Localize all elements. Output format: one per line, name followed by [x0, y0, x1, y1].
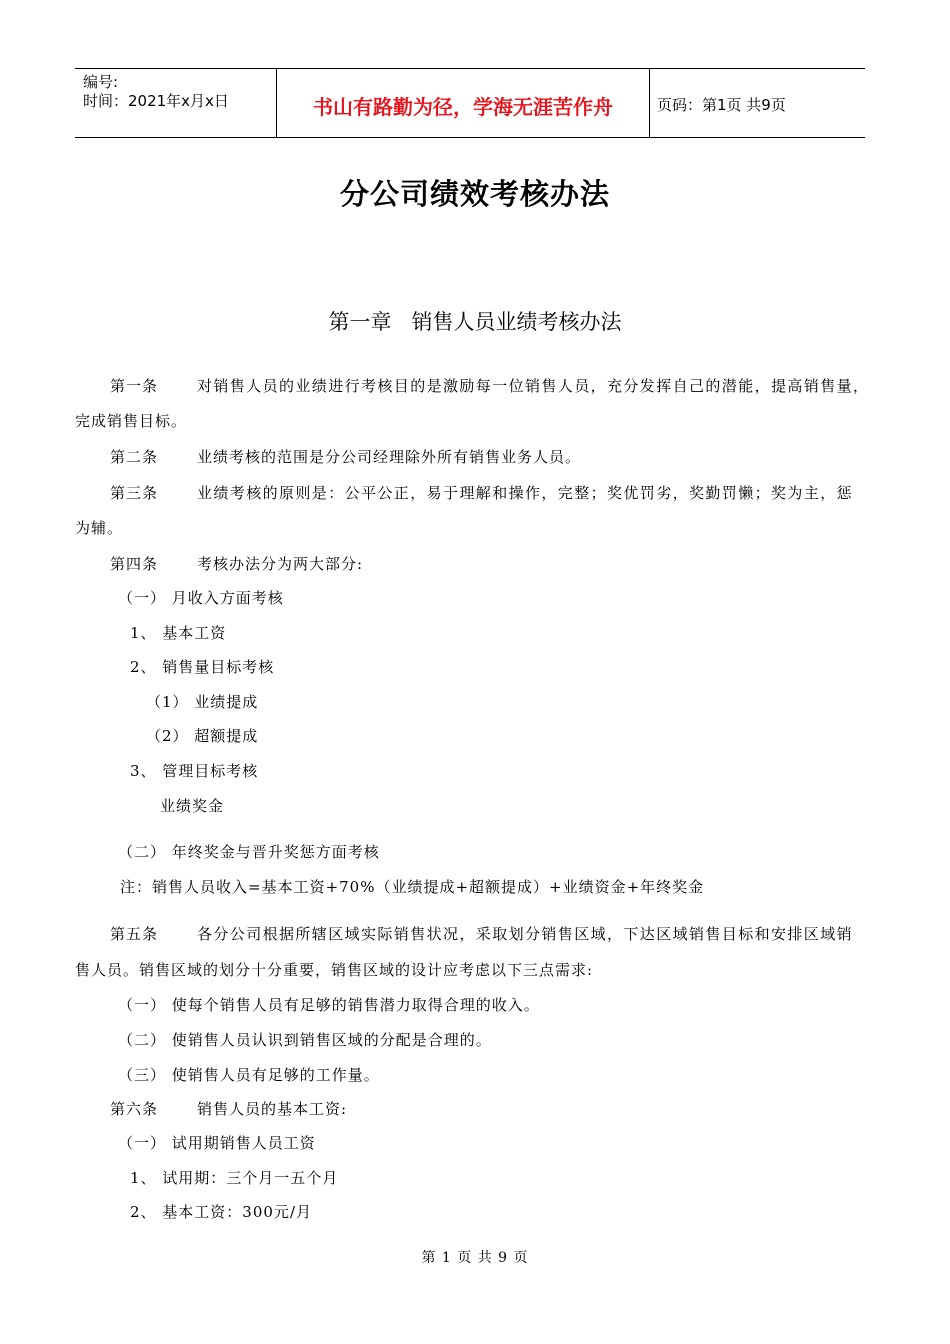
article-2-text: 业绩考核的范围是分公司经理除外所有销售业务人员。 — [197, 448, 582, 466]
header-meta-cell — [75, 69, 275, 137]
header-motto-cell — [276, 69, 650, 137]
article-4-item: （一） 月收入方面考核 — [118, 589, 284, 607]
article-3-text-line1: 业绩考核的原则是：公平公正，易于理解和操作，完整；奖优罚劣，奖勤罚懒；奖为主，惩 — [197, 484, 854, 502]
document-number-label: 编号: — [83, 73, 119, 91]
page-footer: 第 1 页 共 9 页 — [421, 1250, 529, 1266]
article-4-item: 2、 销售量目标考核 — [130, 658, 275, 676]
document-date: 时间：2021年x月x日 — [83, 92, 229, 110]
header-motto: 书山有路勤为径，学海无涯苦作舟 — [313, 95, 613, 119]
article-5-text-line2: 售人员。销售区域的划分十分重要，销售区域的设计应考虑以下三点需求: — [75, 961, 594, 979]
article-6-text: 销售人员的基本工资: — [197, 1100, 348, 1118]
article-3-text-line2: 为辅。 — [75, 519, 124, 537]
article-4-text: 考核办法分为两大部分: — [197, 555, 364, 573]
document-title: 分公司绩效考核办法 — [339, 177, 610, 211]
article-4-item: 业绩奖金 — [160, 797, 225, 815]
article-4-note: 注：销售人员收入=基本工资+70%（业绩提成+超额提成）+业绩资金+年终奖金 — [120, 878, 705, 896]
article-4-label: 第四条 — [110, 555, 159, 573]
article-4-item: （二） 年终奖金与晋升奖惩方面考核 — [118, 843, 380, 861]
article-1-label: 第一条 — [110, 377, 159, 395]
article-5-text-line1: 各分公司根据所辖区域实际销售状况，采取划分销售区域，下达区域销售目标和安排区域销 — [197, 925, 854, 943]
article-4-item: （1） 业绩提成 — [146, 693, 259, 711]
article-4-item: （2） 超额提成 — [146, 727, 259, 745]
article-5-item: （三） 使销售人员有足够的工作量。 — [118, 1066, 380, 1084]
article-6-item: 2、 基本工资：300元/月 — [130, 1203, 312, 1221]
article-6-item: （一） 试用期销售人员工资 — [118, 1134, 316, 1152]
article-4-item: 3、 管理目标考核 — [130, 762, 259, 780]
header-page-cell — [649, 69, 865, 137]
article-4-item: 1、 基本工资 — [130, 624, 227, 642]
chapter-heading: 第一章 销售人员业绩考核办法 — [328, 310, 622, 334]
article-1-text-line1: 对销售人员的业绩进行考核目的是激励每一位销售人员，充分发挥自己的潜能，提高销售量， — [197, 377, 870, 395]
header-page-info: 页码：第1页 共9页 — [657, 96, 786, 114]
article-2-label: 第二条 — [110, 448, 159, 466]
article-6-item: 1、 试用期：三个月一五个月 — [130, 1169, 339, 1187]
article-5-item: （二） 使销售人员认识到销售区域的分配是合理的。 — [118, 1031, 492, 1049]
article-6-label: 第六条 — [110, 1100, 159, 1118]
article-5-label: 第五条 — [110, 925, 159, 943]
article-1-text-line2: 完成销售目标。 — [75, 412, 188, 430]
document-header-table — [75, 68, 865, 138]
article-3-label: 第三条 — [110, 484, 159, 502]
article-5-item: （一） 使每个销售人员有足够的销售潜力取得合理的收入。 — [118, 996, 540, 1014]
